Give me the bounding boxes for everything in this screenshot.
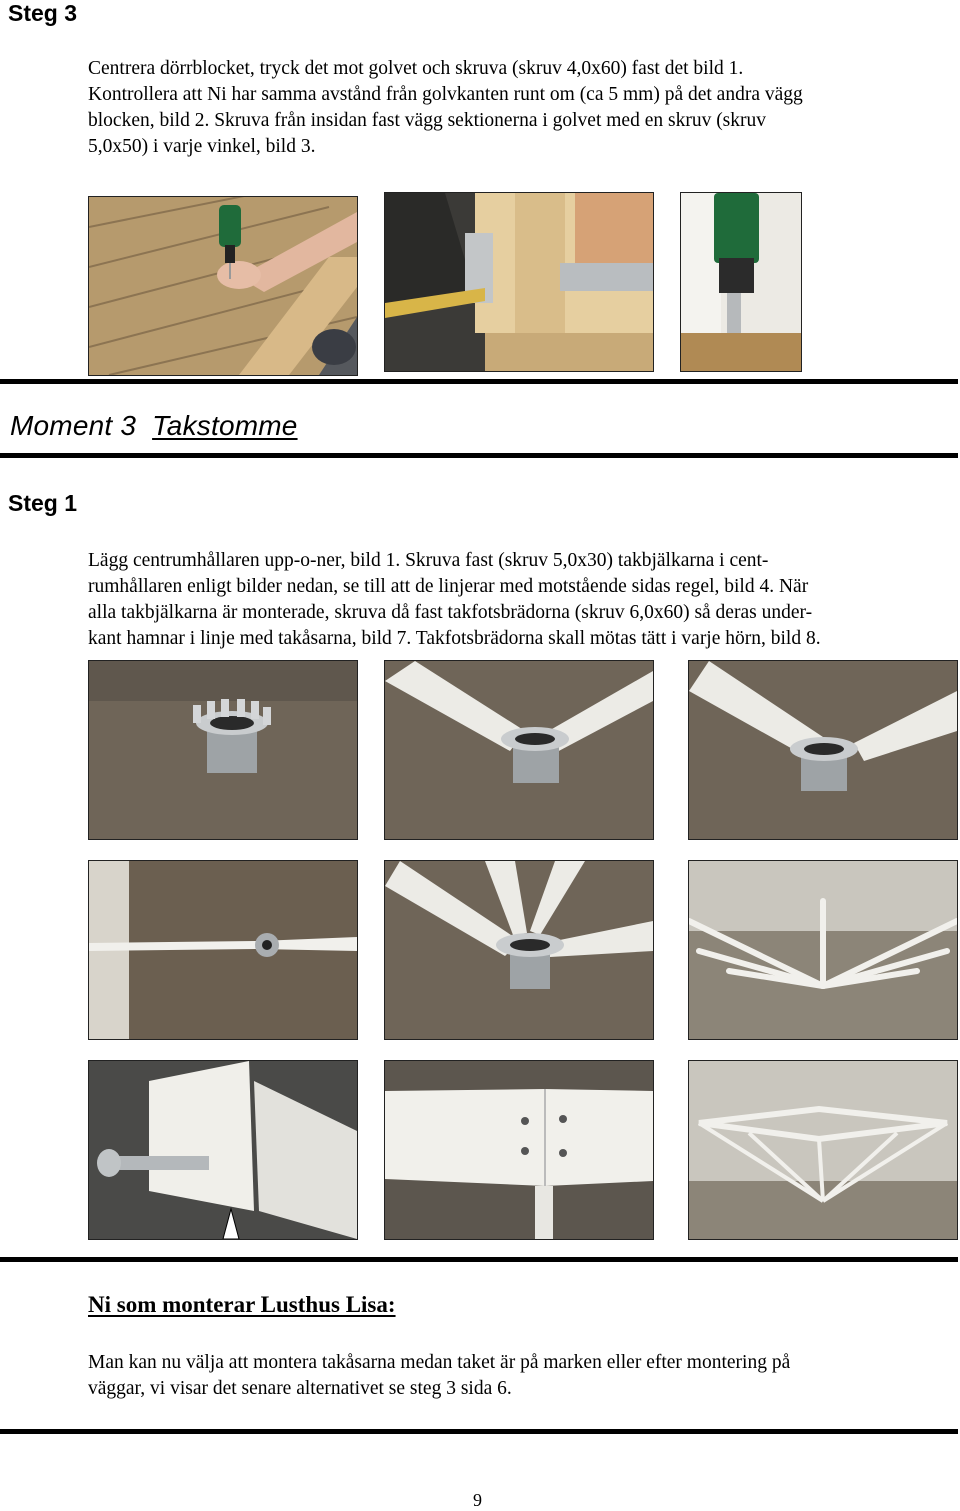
photo-aligned-beams xyxy=(88,860,358,1040)
photo-drilling-floor xyxy=(88,196,358,376)
paragraph-line: väggar, vi visar det senare alternativet se steg 3 sida 6. xyxy=(88,1378,512,1399)
paragraph-line: 5,0x50) i varje vinkel, bild 3. xyxy=(88,136,316,157)
page-number: 9 xyxy=(473,1490,482,1510)
photo-center-hub xyxy=(88,660,358,840)
steg-1-paragraph xyxy=(88,548,821,652)
paragraph-line: Lägg centrumhållaren upp-o-ner, bild 1. Skruva fast (skruv 5,0x30) takbjälkarna i cent- xyxy=(88,550,769,571)
photo-hub-star-beams xyxy=(384,860,654,1040)
steg-3-paragraph xyxy=(88,56,803,160)
section-divider xyxy=(0,1429,958,1434)
section-divider xyxy=(0,379,958,384)
paragraph-line: kant hamnar i linje med takåsarna, bild 7. Takfotsbrädorna skall mötas tätt i varje hörn, bild 8. xyxy=(88,628,821,649)
paragraph-line: alla takbjälkarna är monterade, skruva då fast takfotsbrädorna (skruv 6,0x60) så deras under- xyxy=(88,602,813,623)
paragraph-line: Centrera dörrblocket, tryck det mot golvet och skruva (skruv 4,0x60) fast det bild 1. xyxy=(88,58,744,79)
section-heading-steg-1: Steg 1 xyxy=(8,490,78,516)
photo-hub-three-beams xyxy=(688,660,958,840)
photo-wall-bracket xyxy=(384,192,654,372)
note-paragraph xyxy=(88,1350,790,1402)
moment-heading xyxy=(10,410,298,442)
photo-fascia-screw xyxy=(88,1060,358,1240)
photo-all-rafters xyxy=(688,860,958,1040)
section-divider xyxy=(0,1257,958,1262)
moment-number: Moment 3 xyxy=(10,410,137,441)
section-heading-steg-3: Steg 3 xyxy=(8,0,78,26)
photo-roof-frame-complete xyxy=(688,1060,958,1240)
section-divider xyxy=(0,453,958,458)
moment-title: Takstomme xyxy=(152,410,298,441)
paragraph-line: Kontrollera att Ni har samma avstånd från golvkanten runt om (ca 5 mm) på det andra vägg xyxy=(88,84,803,105)
photo-corner-screw xyxy=(680,192,802,372)
photo-hub-two-beams xyxy=(384,660,654,840)
paragraph-line: rumhållaren enligt bilder nedan, se till att de linjerar med motstående sidas regel, bild 4. När xyxy=(88,576,809,597)
paragraph-line: blocken, bild 2. Skruva från insidan fast vägg sektionerna i golvet med en skruv (skruv xyxy=(88,110,767,131)
photo-fascia-corner xyxy=(384,1060,654,1240)
note-heading: Ni som monterar Lusthus Lisa: xyxy=(88,1292,396,1317)
paragraph-line: Man kan nu välja att montera takåsarna medan taket är på marken eller efter montering på xyxy=(88,1352,791,1373)
